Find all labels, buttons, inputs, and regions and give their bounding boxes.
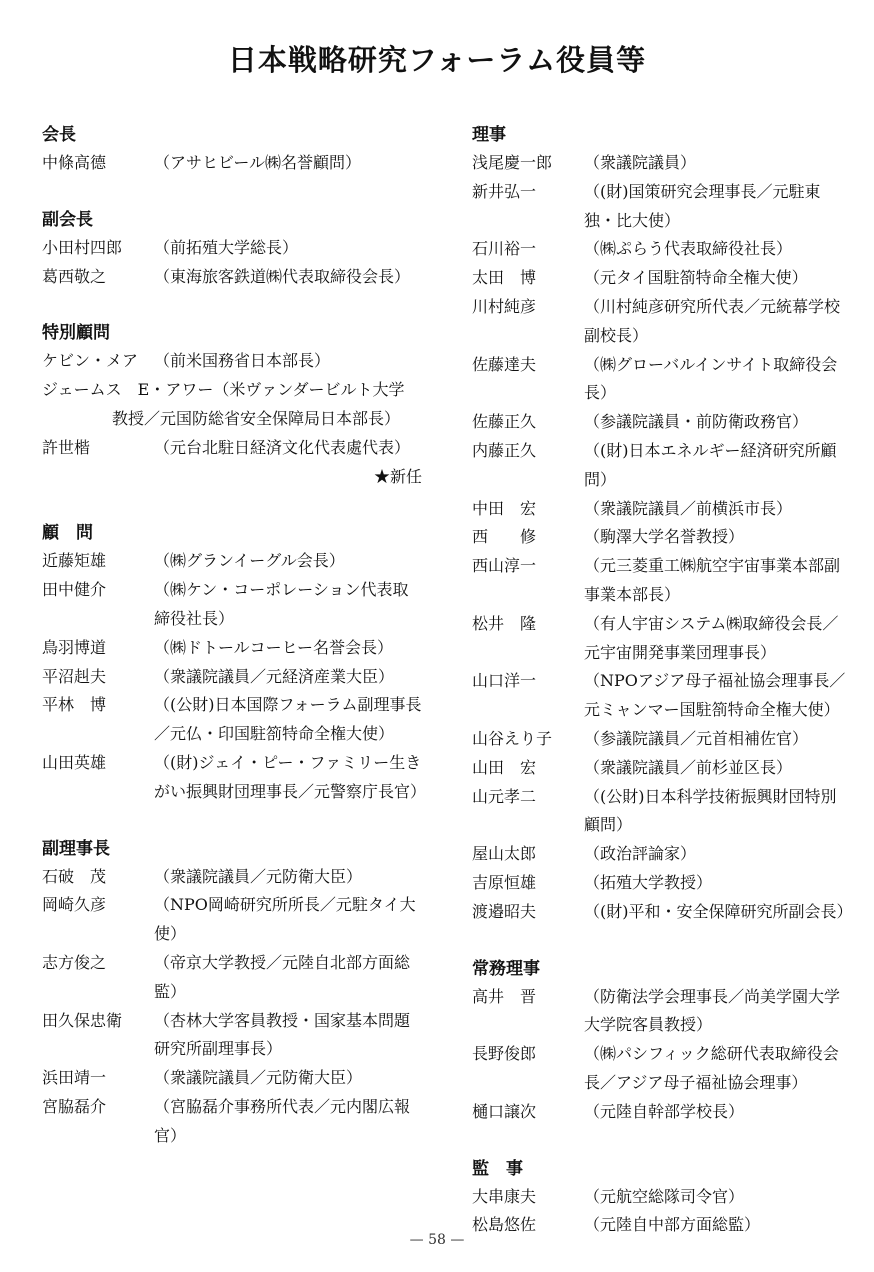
member-role: （元タイ国駐箚特命全権大使） — [584, 268, 808, 288]
member-role: （衆議院議員／前杉並区長） — [584, 757, 793, 777]
member-role: （元航空総隊司令官） — [584, 1186, 745, 1206]
section-heading: 常務理事 — [472, 958, 540, 979]
member-role: （NPOアジア母子福祉協会理事長／元ミャンマー国駐箚特命全権大使） — [584, 671, 846, 720]
member-row — [472, 1040, 852, 1098]
member-entry-line: ジェームス E・アワー（米ヴァンダービルト大学 — [42, 380, 405, 400]
member-name: 松井 隆 — [472, 613, 537, 633]
member-name: ケビン・メア — [42, 351, 139, 371]
member-name: 田中健介 — [42, 580, 107, 600]
member-role: （衆議院議員） — [584, 153, 697, 172]
member-row — [42, 576, 422, 634]
member-row — [42, 663, 422, 692]
member-name: 許世楷 — [42, 437, 91, 457]
member-name: 川村純彦 — [472, 296, 537, 316]
member-row — [472, 351, 852, 409]
member-row — [472, 149, 852, 178]
section-auditors — [472, 1155, 852, 1241]
member-row — [472, 495, 852, 524]
page-number: — 58 — — [409, 1232, 465, 1248]
member-role: （(公財)日本科学技術振興財団特別顧問） — [584, 786, 837, 835]
member-name: 太田 博 — [472, 268, 537, 288]
member-row — [472, 754, 852, 783]
member-row — [42, 434, 422, 463]
member-name: 平林 博 — [42, 695, 107, 715]
member-row — [472, 610, 852, 668]
member-name: 内藤正久 — [472, 440, 537, 460]
member-role: （元三菱重工㈱航空宇宙事業本部副事業本部長） — [584, 556, 841, 604]
member-name: 宮脇磊介 — [42, 1096, 107, 1116]
member-name: 中條高德 — [42, 153, 107, 172]
section-heading: 会長 — [42, 125, 76, 145]
member-row — [472, 840, 852, 869]
member-role: （川村純彦研究所代表／元統幕学校副校長） — [584, 296, 841, 345]
member-row — [42, 1007, 422, 1065]
member-role: （衆議院議員／元防衛大臣） — [154, 866, 363, 886]
member-role: （駒澤大学名誉教授） — [584, 527, 745, 547]
member-row — [472, 1098, 852, 1127]
member-row — [472, 264, 852, 293]
section-executive-directors — [472, 955, 852, 1127]
member-name: 鳥羽博道 — [42, 637, 107, 657]
left-column — [42, 121, 427, 1179]
member-row — [472, 869, 852, 898]
member-row — [472, 408, 852, 437]
member-row — [472, 725, 852, 754]
member-role: （元陸自幹部学校長） — [584, 1101, 745, 1121]
member-row — [42, 1093, 422, 1151]
member-row — [42, 949, 422, 1007]
member-row — [42, 634, 422, 663]
member-role: （(財)国策研究会理事長／元駐東独・比大使） — [584, 181, 821, 230]
member-name: 松島悠佐 — [472, 1215, 537, 1235]
member-name: 近藤矩雄 — [42, 551, 107, 571]
member-row — [42, 347, 422, 376]
member-row — [42, 891, 422, 949]
member-role: （NPO岡崎研究所所長／元駐タイ大使） — [154, 895, 416, 944]
member-name: 大串康夫 — [472, 1186, 537, 1206]
member-name: 屋山太郎 — [472, 844, 537, 864]
member-name: 山田 宏 — [472, 757, 537, 777]
member-name: 岡崎久彦 — [42, 895, 107, 915]
member-row — [42, 691, 422, 749]
member-row — [42, 149, 422, 178]
member-role: （元台北駐日経済文化代表處代表） — [154, 437, 411, 457]
section-heading: 副会長 — [42, 209, 93, 230]
member-role: （防衛法学会理事長／尚美学園大学大学院客員教授） — [584, 986, 841, 1035]
member-role: （㈱パシフィック総研代表取締役会長／アジア母子福祉協会理事） — [584, 1044, 839, 1092]
member-name: 吉原恒雄 — [472, 872, 537, 892]
member-role: （参議院議員・前防衛政務官） — [584, 412, 809, 432]
section-heading: 特別顧問 — [42, 323, 110, 344]
member-name: 山田英雄 — [42, 752, 107, 772]
member-entry-continuation: 教授／元国防総省安全保障局日本部長） — [112, 408, 401, 428]
section-advisors — [42, 519, 427, 806]
member-row — [472, 1183, 852, 1212]
member-name: 山口洋一 — [472, 671, 537, 691]
member-role: （衆議院議員／元防衛大臣） — [154, 1068, 363, 1088]
section-vice-directors — [42, 835, 422, 1151]
member-row — [472, 552, 852, 610]
member-row — [472, 898, 852, 927]
page-title: 日本戦略研究フォーラム役員等 — [227, 43, 647, 77]
section-directors — [472, 121, 852, 927]
member-row — [472, 523, 852, 552]
member-role: （前米国務省日本部長） — [154, 351, 331, 371]
member-row — [42, 263, 422, 292]
section-heading: 副理事長 — [42, 838, 110, 859]
member-role: （政治評論家） — [584, 844, 697, 864]
member-role: （衆議院議員／前横浜市長） — [584, 498, 793, 518]
new-appointment-note: ★新任 — [373, 466, 422, 486]
member-row — [472, 667, 852, 725]
right-column — [472, 121, 852, 1268]
member-name: 新井弘一 — [472, 181, 537, 201]
member-row — [472, 783, 852, 841]
section-heading: 監 事 — [472, 1158, 523, 1179]
member-role: （㈱ケン・コーポレーション代表取締役社長） — [154, 580, 409, 628]
section-special-advisors — [42, 319, 422, 491]
member-name: 小田村四郎 — [42, 237, 123, 257]
member-row — [42, 863, 422, 892]
member-role: （衆議院議員／元経済産業大臣） — [154, 666, 395, 686]
member-row — [42, 234, 422, 263]
member-role: （㈱グランイーグル会長） — [154, 551, 345, 571]
member-role: （帝京大学教授／元陸自北部方面総監） — [154, 952, 411, 1001]
member-role: （拓殖大学教授） — [584, 872, 713, 892]
member-role: （参議院議員／元首相補佐官） — [584, 728, 809, 748]
member-role: （(公財)日本国際フォーラム副理事長／元仏・印国駐箚特命全権大使） — [154, 695, 422, 744]
section-heading: 顧 問 — [42, 523, 93, 544]
member-row — [472, 293, 852, 351]
member-name: 平沼赳夫 — [42, 666, 107, 686]
member-role: （前拓殖大学総長） — [154, 237, 299, 257]
member-name: 樋口譲次 — [472, 1101, 537, 1121]
member-name: 石破 茂 — [42, 866, 107, 886]
member-role: （(財)ジェイ・ピー・ファミリー生きがい振興財団理事長／元警察庁長官） — [154, 752, 427, 801]
member-row — [472, 178, 852, 236]
section-chairman — [42, 121, 422, 178]
section-vice-chairman — [42, 206, 422, 292]
member-role: （㈱ドトールコーヒー名誉会長） — [154, 637, 394, 657]
member-role: （(財)日本エネルギー経済研究所顧問） — [584, 440, 837, 489]
member-name: 西 修 — [472, 527, 537, 547]
member-name: 志方俊之 — [42, 952, 107, 972]
member-name: 渡邉昭夫 — [472, 901, 537, 921]
member-name: 葛西敬之 — [42, 266, 107, 286]
member-name: 佐藤達夫 — [472, 354, 537, 374]
member-role: （㈱グローバルインサイト取締役会長） — [584, 354, 838, 403]
member-name: 浅尾慶一郎 — [472, 153, 553, 172]
member-row — [472, 437, 852, 495]
member-role: （アサヒビール㈱名誉顧問） — [154, 153, 362, 172]
member-role: （(財)平和・安全保障研究所副会長） — [584, 901, 853, 921]
member-name: 山元孝二 — [472, 786, 537, 806]
member-role: （有人宇宙システム㈱取締役会長／元宇宙開発事業団理事長） — [584, 613, 839, 662]
member-row — [42, 547, 422, 576]
member-name: 浜田靖一 — [42, 1068, 107, 1088]
member-name: 中田 宏 — [472, 498, 537, 518]
member-name: 高井 晋 — [472, 986, 537, 1006]
member-role: （東海旅客鉄道㈱代表取締役会長） — [154, 266, 411, 286]
member-name: 佐藤正久 — [472, 412, 537, 432]
member-name: 西山淳一 — [472, 556, 537, 576]
member-role: （宮脇磊介事務所代表／元内閣広報官） — [154, 1096, 411, 1145]
member-row — [42, 749, 427, 807]
member-row — [472, 983, 852, 1041]
member-row — [42, 1064, 422, 1093]
member-name: 田久保忠衛 — [42, 1010, 123, 1030]
member-role: （杏林大学客員教授・国家基本問題研究所副理事長） — [154, 1010, 411, 1059]
member-role: （㈱ぷらう代表取締役社長） — [584, 239, 793, 259]
member-name: 長野俊郎 — [472, 1044, 537, 1064]
member-role: （元陸自中部方面総監） — [584, 1215, 761, 1235]
member-name: 山谷えり子 — [472, 728, 553, 748]
member-row — [472, 235, 852, 264]
section-heading: 理事 — [472, 125, 506, 145]
member-name: 石川裕一 — [472, 239, 537, 259]
